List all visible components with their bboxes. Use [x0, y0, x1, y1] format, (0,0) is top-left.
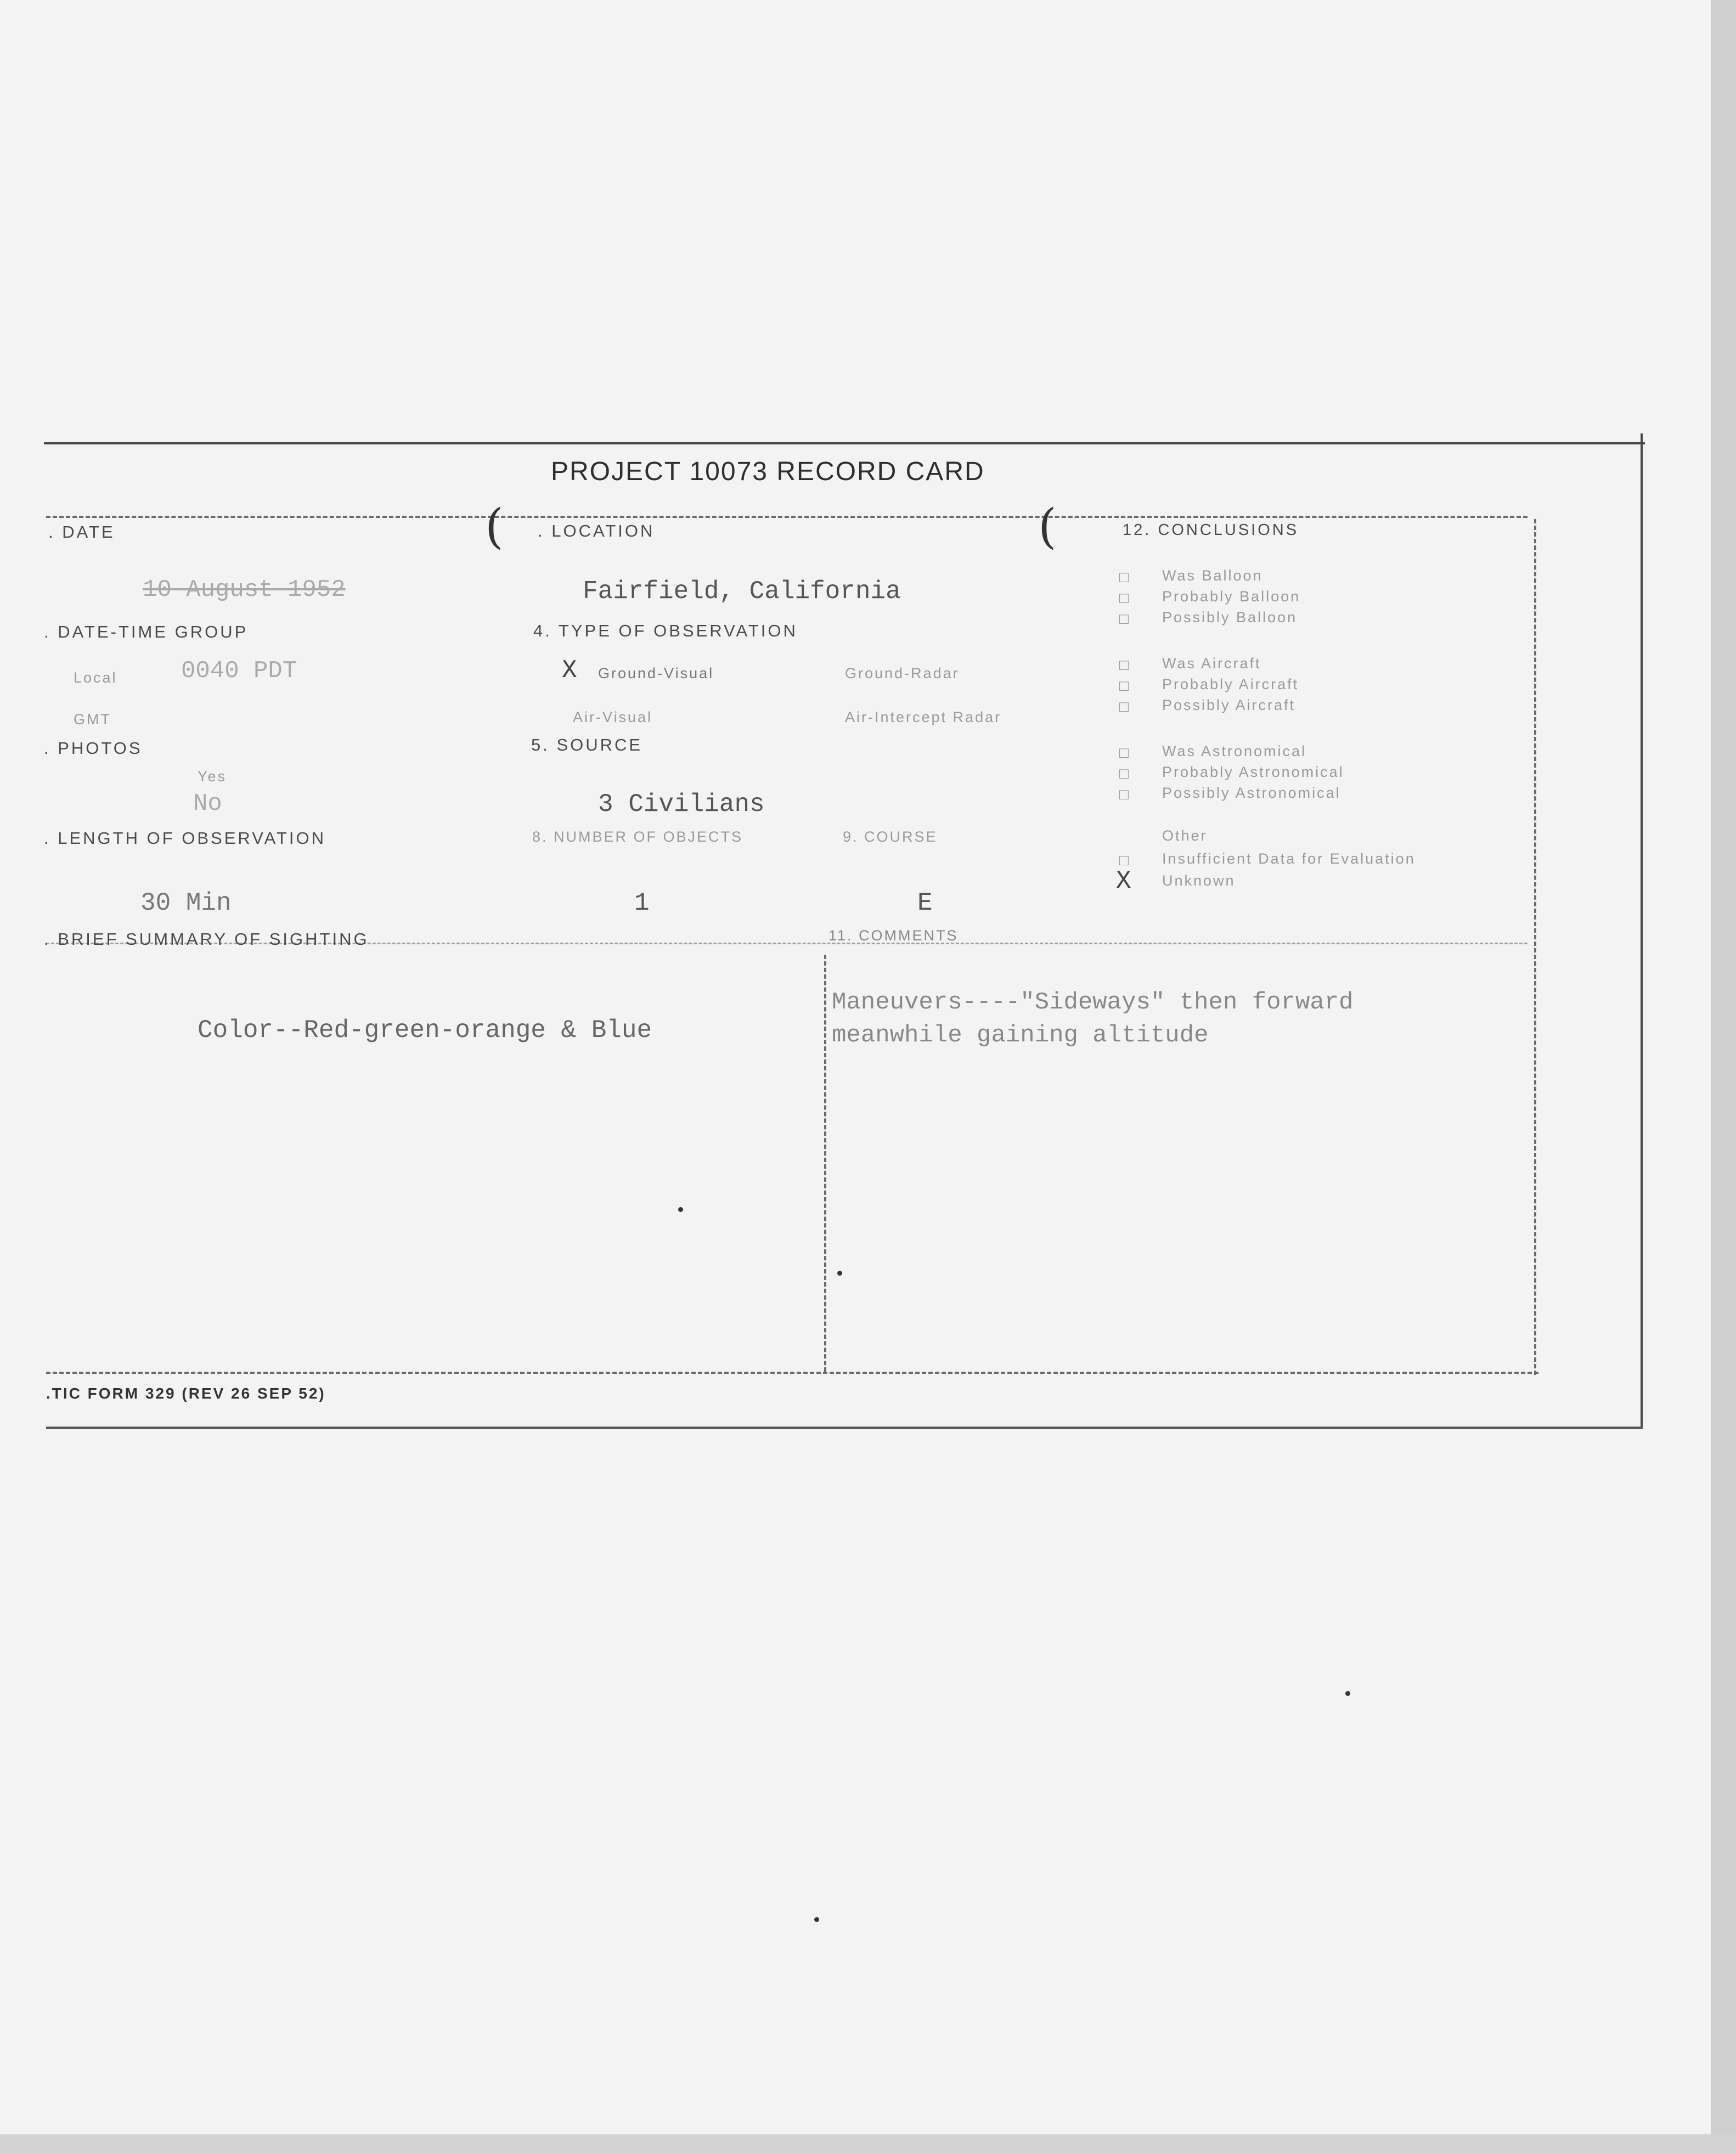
- checkbox-insufficient-data: □: [1119, 852, 1129, 869]
- conclusion-other: Other: [1162, 827, 1208, 844]
- checkbox-was-balloon: □: [1119, 568, 1129, 585]
- checkbox-was-aircraft: □: [1119, 656, 1129, 673]
- checkbox-probably-balloon: □: [1119, 589, 1129, 606]
- conclusion-possibly-balloon: Possibly Balloon: [1162, 609, 1298, 625]
- gmt-label: GMT: [74, 711, 111, 728]
- date-time-group-label: . DATE-TIME GROUP: [44, 622, 249, 641]
- form-id: .TIC FORM 329 (REV 26 SEP 52): [46, 1385, 326, 1402]
- header-rule: [46, 516, 1528, 518]
- card-title: PROJECT 10073 RECORD CARD: [551, 457, 985, 486]
- checkbox-possibly-aircraft: □: [1119, 698, 1129, 715]
- conclusion-insufficient-data: Insufficient Data for Evaluation: [1162, 850, 1416, 867]
- local-time-value: 0040 PDT: [181, 657, 297, 685]
- length-of-observation-value: 30 Min: [140, 889, 232, 917]
- date-label: . DATE: [48, 522, 115, 542]
- scan-speck: [814, 1917, 819, 1922]
- checkbox-possibly-astronomical: □: [1119, 786, 1129, 803]
- checkbox-was-astronomical: □: [1119, 744, 1129, 761]
- photos-label: . PHOTOS: [44, 739, 143, 758]
- scan-speck: [1345, 1691, 1350, 1696]
- scan-right-edge: [1711, 0, 1736, 2153]
- location-value: Fairfield, California: [583, 577, 901, 606]
- scan-speck: [678, 1207, 683, 1212]
- card-bottom-rule: [46, 1372, 1538, 1374]
- number-of-objects-label: 8. NUMBER OF OBJECTS: [532, 828, 743, 845]
- option-air-intercept-radar: Air-Intercept Radar: [845, 709, 1002, 725]
- conclusion-was-balloon: Was Balloon: [1162, 567, 1263, 584]
- brief-summary-label: . BRIEF SUMMARY OF SIGHTING: [44, 929, 369, 949]
- length-of-observation-label: . LENGTH OF OBSERVATION: [44, 828, 326, 848]
- photos-value: No: [193, 790, 222, 818]
- source-value: 3 Civilians: [598, 790, 765, 819]
- course-value: E: [917, 889, 933, 917]
- scan-bottom-edge: [0, 2134, 1736, 2153]
- number-of-objects-value: 1: [634, 889, 650, 917]
- brief-summary-value: Color--Red-green-orange & Blue: [198, 1016, 652, 1045]
- local-label: Local: [74, 669, 117, 686]
- source-label: 5. SOURCE: [531, 735, 643, 754]
- conclusions-label: 12. CONCLUSIONS: [1123, 521, 1299, 539]
- conclusion-unknown-mark: X: [1116, 867, 1131, 895]
- card-right-border: [1641, 433, 1643, 1427]
- option-ground-visual: Ground-Visual: [598, 665, 714, 681]
- comments-line-2: meanwhile gaining altitude: [832, 1022, 1209, 1049]
- course-label: 9. COURSE: [843, 828, 938, 845]
- conclusion-possibly-aircraft: Possibly Aircraft: [1162, 697, 1296, 713]
- conclusion-possibly-astronomical: Possibly Astronomical: [1162, 785, 1341, 801]
- scan-speck: [837, 1271, 842, 1276]
- conclusion-probably-astronomical: Probably Astronomical: [1162, 764, 1344, 780]
- option-air-visual: Air-Visual: [573, 709, 653, 725]
- punch-mark-left: (: [485, 499, 504, 554]
- conclusion-was-astronomical: Was Astronomical: [1162, 743, 1307, 759]
- punch-mark-right: (: [1038, 499, 1057, 554]
- option-ground-radar: Ground-Radar: [845, 665, 960, 681]
- photos-option-yes: Yes: [198, 768, 227, 785]
- type-of-observation-label: 4. TYPE OF OBSERVATION: [533, 621, 798, 640]
- card-top-border: [44, 442, 1645, 444]
- checkbox-probably-astronomical: □: [1119, 765, 1129, 782]
- conclusions-box-border: [1534, 519, 1536, 1375]
- ground-visual-mark: X: [562, 656, 577, 685]
- date-value: 10 August 1952: [143, 576, 346, 604]
- checkbox-possibly-balloon: □: [1119, 610, 1129, 627]
- comments-line-1: Maneuvers----"Sideways" then forward: [832, 989, 1354, 1016]
- comments-divider: [824, 955, 826, 1372]
- comments-label: 11. COMMENTS: [828, 927, 959, 944]
- conclusion-probably-balloon: Probably Balloon: [1162, 588, 1301, 605]
- location-label: . LOCATION: [538, 521, 655, 540]
- conclusion-was-aircraft: Was Aircraft: [1162, 655, 1261, 672]
- checkbox-probably-aircraft: □: [1119, 677, 1129, 694]
- conclusion-probably-aircraft: Probably Aircraft: [1162, 676, 1299, 692]
- conclusion-unknown: Unknown: [1162, 872, 1236, 889]
- card-footer-rule: [46, 1427, 1643, 1429]
